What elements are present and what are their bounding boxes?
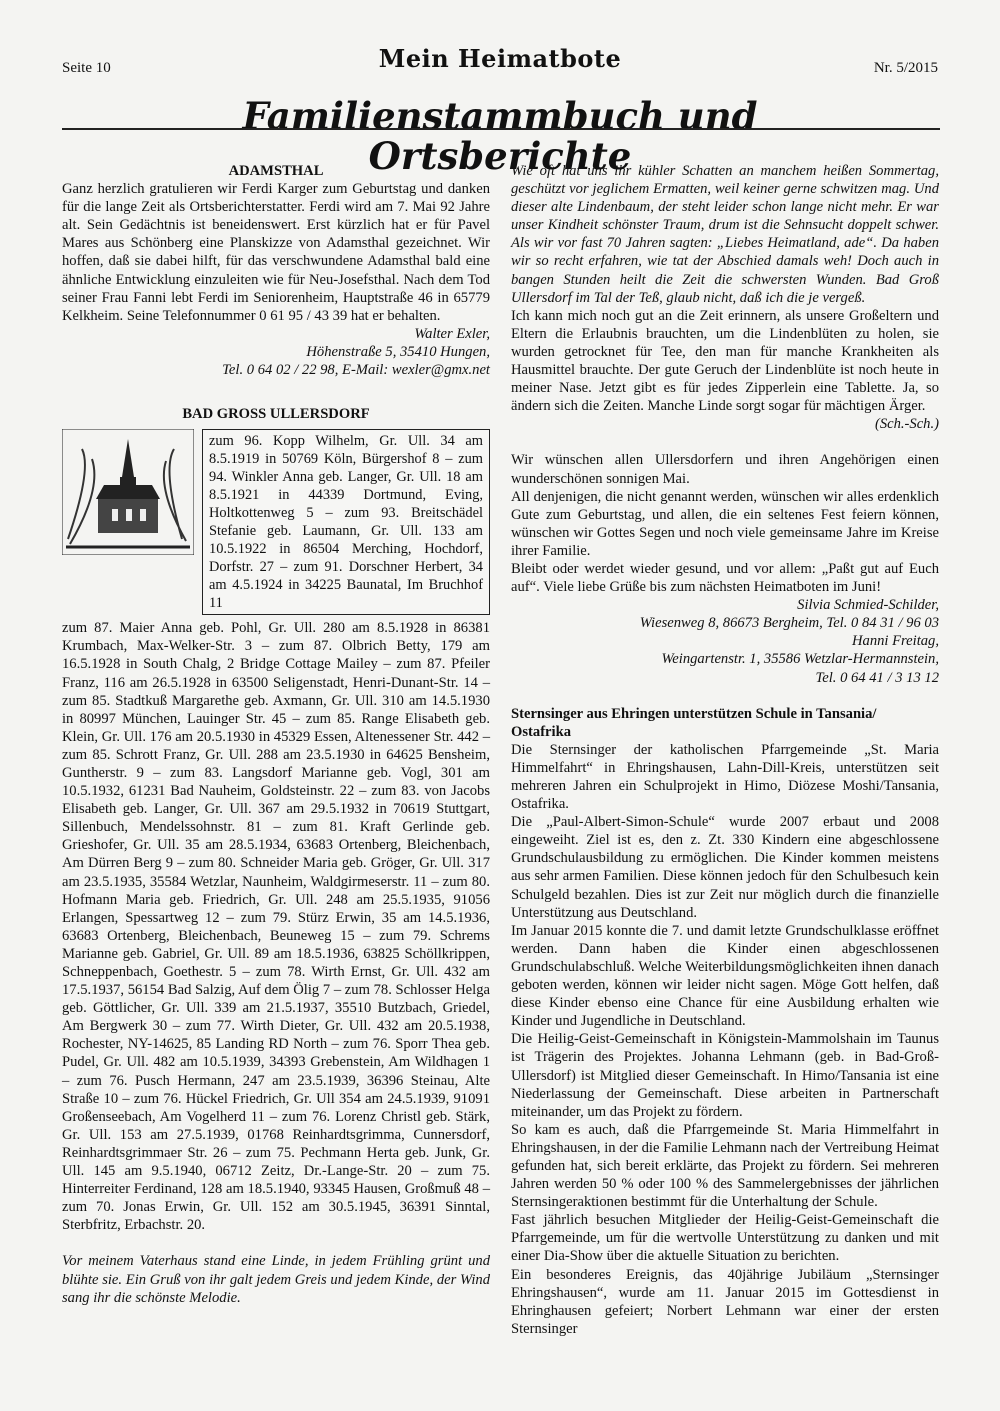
article-paragraph-2: Die „Paul-Albert-Simon-Schule“ wurde 2007 erbaut und 2008 eingeweiht. Ziel ist es, den z. Zt. 330 Kindern eine abgeschlossene Grundschulausbildung zu ermöglichen. Die Kinder kommen meistens aus sehr armen Familien. Diese können jedoch für den Schulbesuch kein Schulgeld bezahlen. Dies ist zur Zeit nur möglich durch die finanzielle Unterstützung aus Deutschland. <box>511 814 939 921</box>
wishes-paragraph-2: All denjenigen, die nicht genannt werden, wünschen wir alles erdenklich Gute zum Geburtstag, und allen, die ein seltenes Fest feiern können, wünschen wir Gottes Segen und noch viele gemeinsame Jahre im Kreise ihrer Familie. <box>511 488 939 559</box>
signature-name: Walter Exler, <box>414 325 490 342</box>
article-paragraph-7: Ein besonderes Ereignis, das 40jährige Jubiläum „Sternsinger Ehringshausen“, wurde am 11. Januar 2015 im Gottesdienst in Ehringhausen gefeiert; Norbert Lehmann war einer der ersten Sternsinger <box>511 1266 939 1337</box>
adamsthal-heading: ADAMSTHAL <box>228 163 324 179</box>
signature-hanni-address: Weingartenstr. 1, 35586 Wetzlar-Hermannstein, <box>661 651 939 668</box>
left-column <box>62 162 490 1307</box>
linden-poem-left: Vor meinem Vaterhaus stand eine Linde, in jedem Frühling grünt und blühte sie. Ein Gruß von ihr galt jedem Greis und jedem Kinde, der Wind sang ihr die schönste Melodie. <box>62 1253 490 1306</box>
magazine-logo: Mein Heimatbote <box>378 44 622 73</box>
signature-hanni-tel: Tel. 0 64 41 / 3 13 12 <box>815 669 939 686</box>
linden-poem-right: Wie oft hat uns ihr kühler Schatten an manchem heißen Sommertag, geschützt vor jeglichem Ermatten, weil keiner gerne schwitzen mag. Und dieser alte Lindenbaum, der steht leider schon lange nicht mehr. Er war unser Kindheit schönster Traum, drum ist die Sehnsucht doppelt schwer. Als wir vor fast 70 Jahren sagten: „Liebes Heimatland, ade“. Da haben wir so recht erfahren, wie tat der Abschied damals weh! Doch auch in bangen Stunden heilt die Zeit die schwersten Wunden. Bad Groß Ullersdorf im Tal der Teß, glaub nicht, daß ich die je vergeß. <box>511 163 939 306</box>
church-icon <box>62 429 194 555</box>
title-rule <box>62 128 940 130</box>
linden-text: Ich kann mich noch gut an die Zeit erinnern, als unsere Großeltern und Eltern die Erlaubnis brauchten, um die Lindenblüten zu holen, sie wurden getrocknet für Tee, den man für manche Krankheiten als Hausmittel brauchte. Der gute Geruch der Lindenblüte ist noch heute in meiner Nase. Jetzt gibt es für jedes Zipperlein eine Tablette. Ja, so ändern sich die Zeiten. Manche Linde sorgt sogar für mächtigen Ärger. <box>511 307 939 415</box>
birthday-box: zum 96. Kopp Wilhelm, Gr. Ull. 34 am 8.5.1919 in 50769 Köln, Bürgershof 8 – zum 94. Winkler Anna geb. Langer, Gr. Ull. 18 am 8.5.1921 in 44339 Dortmund, Eving, Holtkottenweg 5 – zum 93. Breitschädel Stefanie geb. Laumann, Gr. Ull. 133 am 10.5.1922 in 86504 Merching, Hochdorf, Dorfstr. 27 – zum 91. Dorschner Herbert, 34 am 4.5.1924 in 34225 Baunatal, Im Bruchhof 11 <box>202 429 490 615</box>
article-paragraph-3: Im Januar 2015 konnte die 7. und damit letzte Grundschulklasse eröffnet werden. Dann haben die Kinder einen abgeschlossenen Grundschulabschluß. Welche Weiterbildungsmöglichkeiten ihnen danach geboten werden, können wir leider nicht sagen. Möge Gott helfen, daß diese Kinder ebenso eine Chance für eine Ausbildung erhalten wie Kinder und Jugendliche in Deutschland. <box>511 922 939 1030</box>
right-column <box>511 162 939 1338</box>
birthday-box-row <box>62 429 490 615</box>
page-number: Seite 10 <box>62 60 111 76</box>
signature-silvia: Silvia Schmied-Schilder, <box>797 597 939 614</box>
signature-hanni: Hanni Freitag, <box>851 633 939 650</box>
section-title: Familienstammbuch und Ortsberichte <box>242 94 758 178</box>
article-heading: Sternsinger aus Ehringen unterstützen Schule in Tansania/ Ostafrika <box>511 705 877 740</box>
signature-contact: Tel. 0 64 02 / 22 98, E-Mail: wexler@gmx.net <box>222 362 490 379</box>
wishes-paragraph-3: Bleibt oder werdet wieder gesund, und vor allem: „Paßt gut auf Euch auf“. Viele liebe Grüße bis zum nächsten Heimatboten im Juni! <box>511 560 939 596</box>
bgu-heading: BAD GROSS ULLERSDORF <box>182 406 370 423</box>
signature-silvia-address: Wiesenweg 8, 86673 Bergheim, Tel. 0 84 31 / 96 03 <box>639 615 939 632</box>
adamsthal-text: Ganz herzlich gratulieren wir Ferdi Karger zum Geburtstag und danken für die lange Zeit als Ortsberichterstatter. Ferdi wird am 7. Mai 92 Jahre alt. Sein Gedächtnis ist beneidenswert. Erst kürzlich hat er für Pavel Mares aus Schönberg eine Planskizze von Adamsthal gezeichnet. Wir hoffen, daß sie dabei hilft, für das verschwundene Adamsthal bald eine ähnliche Entwicklung einzuleiten wie für Neu-Josefsthal. Nach dem Tod seiner Frau Fanni lebt Ferdi im Seniorenheim, Hauptstraße 46 in 65779 Kelkheim. Seine Telefonnummer 0 61 95 / 43 39 hat er behalten. <box>62 181 490 324</box>
article-paragraph-6: Fast jährlich besuchen Mitglieder der Heilig-Geist-Gemeinschaft die Pfarrgemeinde, um für die wertvolle Unterstützung zu danken und mit einer Dia-Show über die aktuelle Situation zu berichten. <box>511 1212 939 1265</box>
wishes-paragraph-1: Wir wünschen allen Ullersdorfern und ihren Angehörigen einen wunderschönen sonnigen Mai. <box>511 452 939 487</box>
linden-signature: (Sch.-Sch.) <box>874 416 939 433</box>
issue-number: Nr. 5/2015 <box>873 60 938 76</box>
article-paragraph-5: So kam es auch, daß die Pfarrgemeinde St. Maria Himmelfahrt in Ehringshausen, in der die Familie Lehmann nach der Vertreibung Heimat gefunden hat, sich bereit erklärte, das Projekt zu fördern. Sei mehreren Jahren werden 50 % oder 100 % des Sammelergebnisses der jährlichen Sternsingeraktionen bestimmt für die Unterhaltung der Schule. <box>511 1121 939 1211</box>
birthday-list: zum 87. Maier Anna geb. Pohl, Gr. Ull. 280 am 8.5.1928 in 86381 Krumbach, Max-Welker-Str. 3 – zum 87. Olbrich Betty, 179 am 16.5.1928 in South Chalg, 2 Bridge Cottage Mailey – zum 87. Pfeiler Franz, 116 am 26.5.1928 in 63500 Seligenstadt, Henri-Dunant-Str. 14 – zum 85. Stadtkuß Margarethe geb. Axmann, Gr. Ull. 310 am 14.5.1930 in 80997 München, Lauinger Str. 45 – zum 85. Range Elisabeth geb. Klein, Gr. Ull. 176 am 20.5.1930 in 45329 Essen, Altenessener Str. 442 – zum 85. Schrott Franz, Gr. Ull. 288 am 23.5.1930 in 64625 Bensheim, Guntherstr. 9 – zum 83. Langsdorf Marianne geb. Vogl, 301 am 10.5.1932, 61231 Bad Nauheim, Goldsteinstr. 22 – zum 83. von Jacobs Elisabeth geb. Langer, Gr. Ull. 367 am 29.5.1932 in 70619 Stuttgart, Sillenbuch, Mendelssohnstr. 81 – zum 81. Kraft Gerlinde geb. Grieshofer, Gr. Ull. 35 am 28.5.1934, 63683 Ortenberg, Bleichenbach, Am Dürren Berg 9 – zum 80. Schneider Maria geb. Gröger, Gr. Ull. 317 am 23.5.1935, 35584 Wetzlar, Naunheim, Waldgirmeserstr. 11 – zum 80. Hofmann Maria geb. Friedrich, Gr. Ull. 248 am 25.5.1935, 91056 Erlangen, Spessartweg 12 – zum 79. Stürz Erwin, 35 am 14.5.1936, 63683 Ortenberg, Bleichenbach, Beuneweg 15 – zum 79. Schrems Marianne geb. Gabriel, Gr. Ull. 89 am 18.5.1936, 63825 Schöllkrippen, Schneppenbach, Goethestr. 5 – zum 78. Wirth Ernst, Gr. Ull. 432 am 17.5.1937, 56154 Bad Salzig, Auf dem Ölig 7 – zum 78. Schlosser Helga geb. Göttlicher, Gr. Ull. 339 am 21.5.1937, 35510 Butzbach, Griedel, Am Bergwerk 30 – zum 77. Wirth Dieter, Gr. Ull. 432 am 20.5.1938, Rochester, NY-14625, 85 Landing RD North – zum 76. Sporr Thea geb. Pudel, Gr. Ull. 482 am 10.5.1939, 34393 Grebenstein, Am Wildhagen 1 – zum 76. Pusch Hermann, 247 am 23.5.1939, 36396 Steinau, Alte Straße 10 – zum 76. Hückel Friedrich, Gr. Ull 354 am 24.5.1939, 91091 Großenseebach, Am Vogelherd 11 – zum 76. Lorenz Christl geb. Stärk, Gr. Ull. 153 am 27.5.1939, 01768 Reinhardtsgrimma, Cunnersdorf, Reinhardtsgrimmaer Str. 26 – zum 75. Pechmann Herta geb. Junk, Gr. Ull. 145 am 9.5.1940, 06712 Zeitz, Dr.-Lange-Str. 20 – zum 75. Hinterreiter Ferdinand, 128 am 18.5.1940, 93345 Hausen, Großmuß 48 – zum 70. Jonas Erwin, Gr. Ull. 152 am 30.5.1945, 36391 Sinntal, Sterbfritz, Erbachstr. 20. <box>62 620 490 1234</box>
article-paragraph-4: Die Heilig-Geist-Gemeinschaft in Königstein-Mammolshain im Taunus ist Trägerin des Projektes. Johanna Lehmann (geb. in Bad-Groß-Ullersdorf) ist Mitglied dieser Gemeinschaft. In Himo/Tansania ist eine Niederlassung der Gemeinschaft. Diese arbeiten in Partnerschaft miteinander, um das Projekt zu fördern. <box>511 1031 939 1120</box>
article-paragraph-1: Die Sternsinger der katholischen Pfarrgemeinde „St. Maria Himmelfahrt“ in Ehringshausen, Lahn-Dill-Kreis, unterstützen seit mehreren Jahren ein Schulprojekt in Himo, Diözese Moshi/Tansania, Ostafrika. <box>511 741 939 813</box>
signature-address: Höhenstraße 5, 35410 Hungen, <box>306 343 490 360</box>
